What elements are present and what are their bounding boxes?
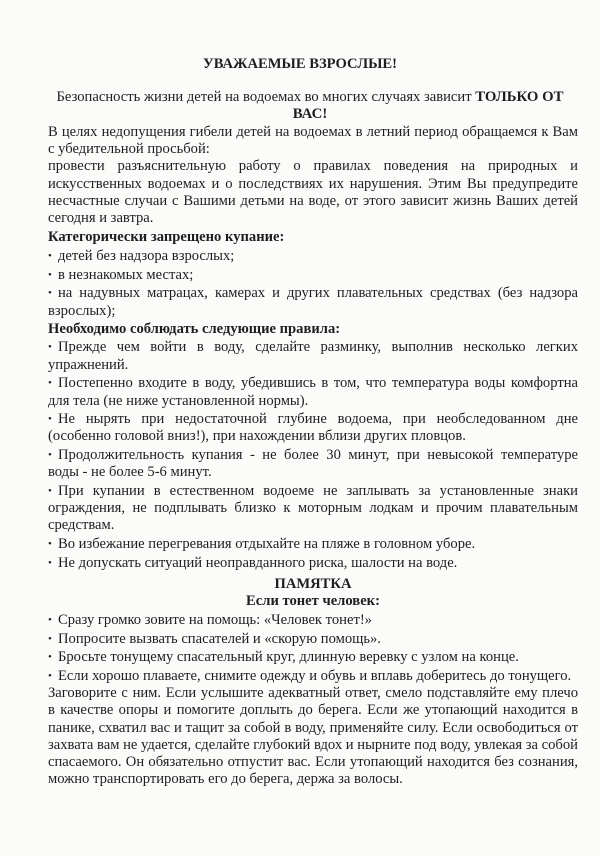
intro-line (40, 89, 580, 123)
list-item: • в незнакомых местах; (48, 266, 194, 283)
bullet-icon: • (48, 670, 52, 683)
bullet-icon: • (48, 449, 52, 462)
memo-section (48, 576, 578, 788)
intro-emphasis: ТОЛЬКО ОТ ВАС! (292, 89, 564, 123)
bullet-icon: • (48, 485, 52, 498)
memo-subtitle: Если тонет человек: (246, 593, 380, 610)
bullet-icon: • (48, 287, 52, 300)
intro-text: Безопасность жизни детей на водоемах во многих случаях зависит (56, 89, 476, 105)
memo-title: ПАМЯТКА (274, 576, 352, 592)
document-title: УВАЖАЕМЫЕ ВЗРОСЛЫЕ! (202, 56, 398, 72)
list-item: • Бросьте тонущему спасательный круг, длинную веревку с узлом на конце. (48, 649, 519, 666)
rules-list (48, 339, 578, 572)
memo-paragraph-2: спасаемого. Он обязательно отпустит вас. Если утопающий находится без сознания, можно транспортировать его до берега, держа за волосы. (48, 754, 578, 788)
appeal-paragraph: В целях недопущения гибели детей на водоемах в летний период обращаемся к Вам с убедительной просьбой: (48, 124, 578, 158)
bullet-icon: • (48, 538, 52, 551)
bullet-icon: • (48, 556, 52, 569)
request-paragraph: провести разъяснительную работу о правилах поведения на природных и искусственных водоемах и о последствиях их нарушения. Этим Вы предупредите несчастные случаи с Вашими детьми на воде, от этого зависит жизнь Ваших детей сегодня и завтра. (48, 158, 578, 227)
list-item: • Постепенно входите в воду, убедившись в том, что температура воды комфортна для тела (не ниже установленной нормы). (48, 375, 578, 409)
bullet-icon: • (48, 613, 52, 626)
list-item: • Во избежание перегревания отдыхайте на пляже в головном уборе. (48, 536, 476, 553)
list-item: • Не нырять при недостаточной глубине водоема, при необследованном дне (особенно головой вниз!), при нахождении вблизи других пловцов. (48, 411, 578, 445)
list-item: • Продолжительность купания - не более 30 минут, при невысокой температуре воды - не более 5-6 минут. (48, 447, 578, 481)
bullet-icon: • (48, 268, 52, 281)
list-item: • Прежде чем войти в воду, сделайте разминку, выполнив несколько легких упражнений. (48, 339, 578, 373)
list-item: • Не допускать ситуаций неоправданного риска, шалости на воде. (48, 554, 458, 571)
list-item: • Если хорошо плаваете, снимите одежду и обувь и вплавь доберитесь до тонущего. (48, 668, 572, 685)
rules-heading: Необходимо соблюдать следующие правила: (48, 320, 341, 337)
list-item: • Сразу громко зовите на помощь: «Человек тонет!» (48, 611, 372, 628)
bullet-icon: • (48, 651, 52, 664)
bullet-icon: • (48, 249, 52, 262)
forbidden-list (48, 248, 578, 320)
list-item: • При купании в естественном водоеме не заплывать за установленные знаки ограждения, не подплывать близко к моторным лодкам и прочим плавательным средствам. (48, 483, 578, 534)
main-body (48, 124, 578, 572)
memo-paragraph-1: Заговорите с ним. Если услышите адекватный ответ, смело подставляйте ему плечо в качестве опоры и помогите доплыть до берега. Если же утопающий находится в панике, схватил вас и тащит за собой в воду, применяйте силу. Если освободиться от захвата вам не удается, сделайте глубокий вдох и нырните под воду, увлекая за собой (48, 685, 578, 753)
bullet-icon: • (48, 377, 52, 390)
forbidden-heading: Категорически запрещено купание: (48, 229, 285, 246)
bullet-icon: • (48, 632, 52, 645)
bullet-icon: • (48, 341, 52, 354)
list-item: • на надувных матрацах, камерах и других плавательных средствах (без надзора взрослых); (48, 285, 578, 319)
memo-list (48, 612, 578, 685)
list-item: • Попросите вызвать спасателей и «скорую помощь». (48, 630, 381, 647)
bullet-icon: • (48, 413, 52, 426)
list-item: • детей без надзора взрослых; (48, 247, 235, 264)
